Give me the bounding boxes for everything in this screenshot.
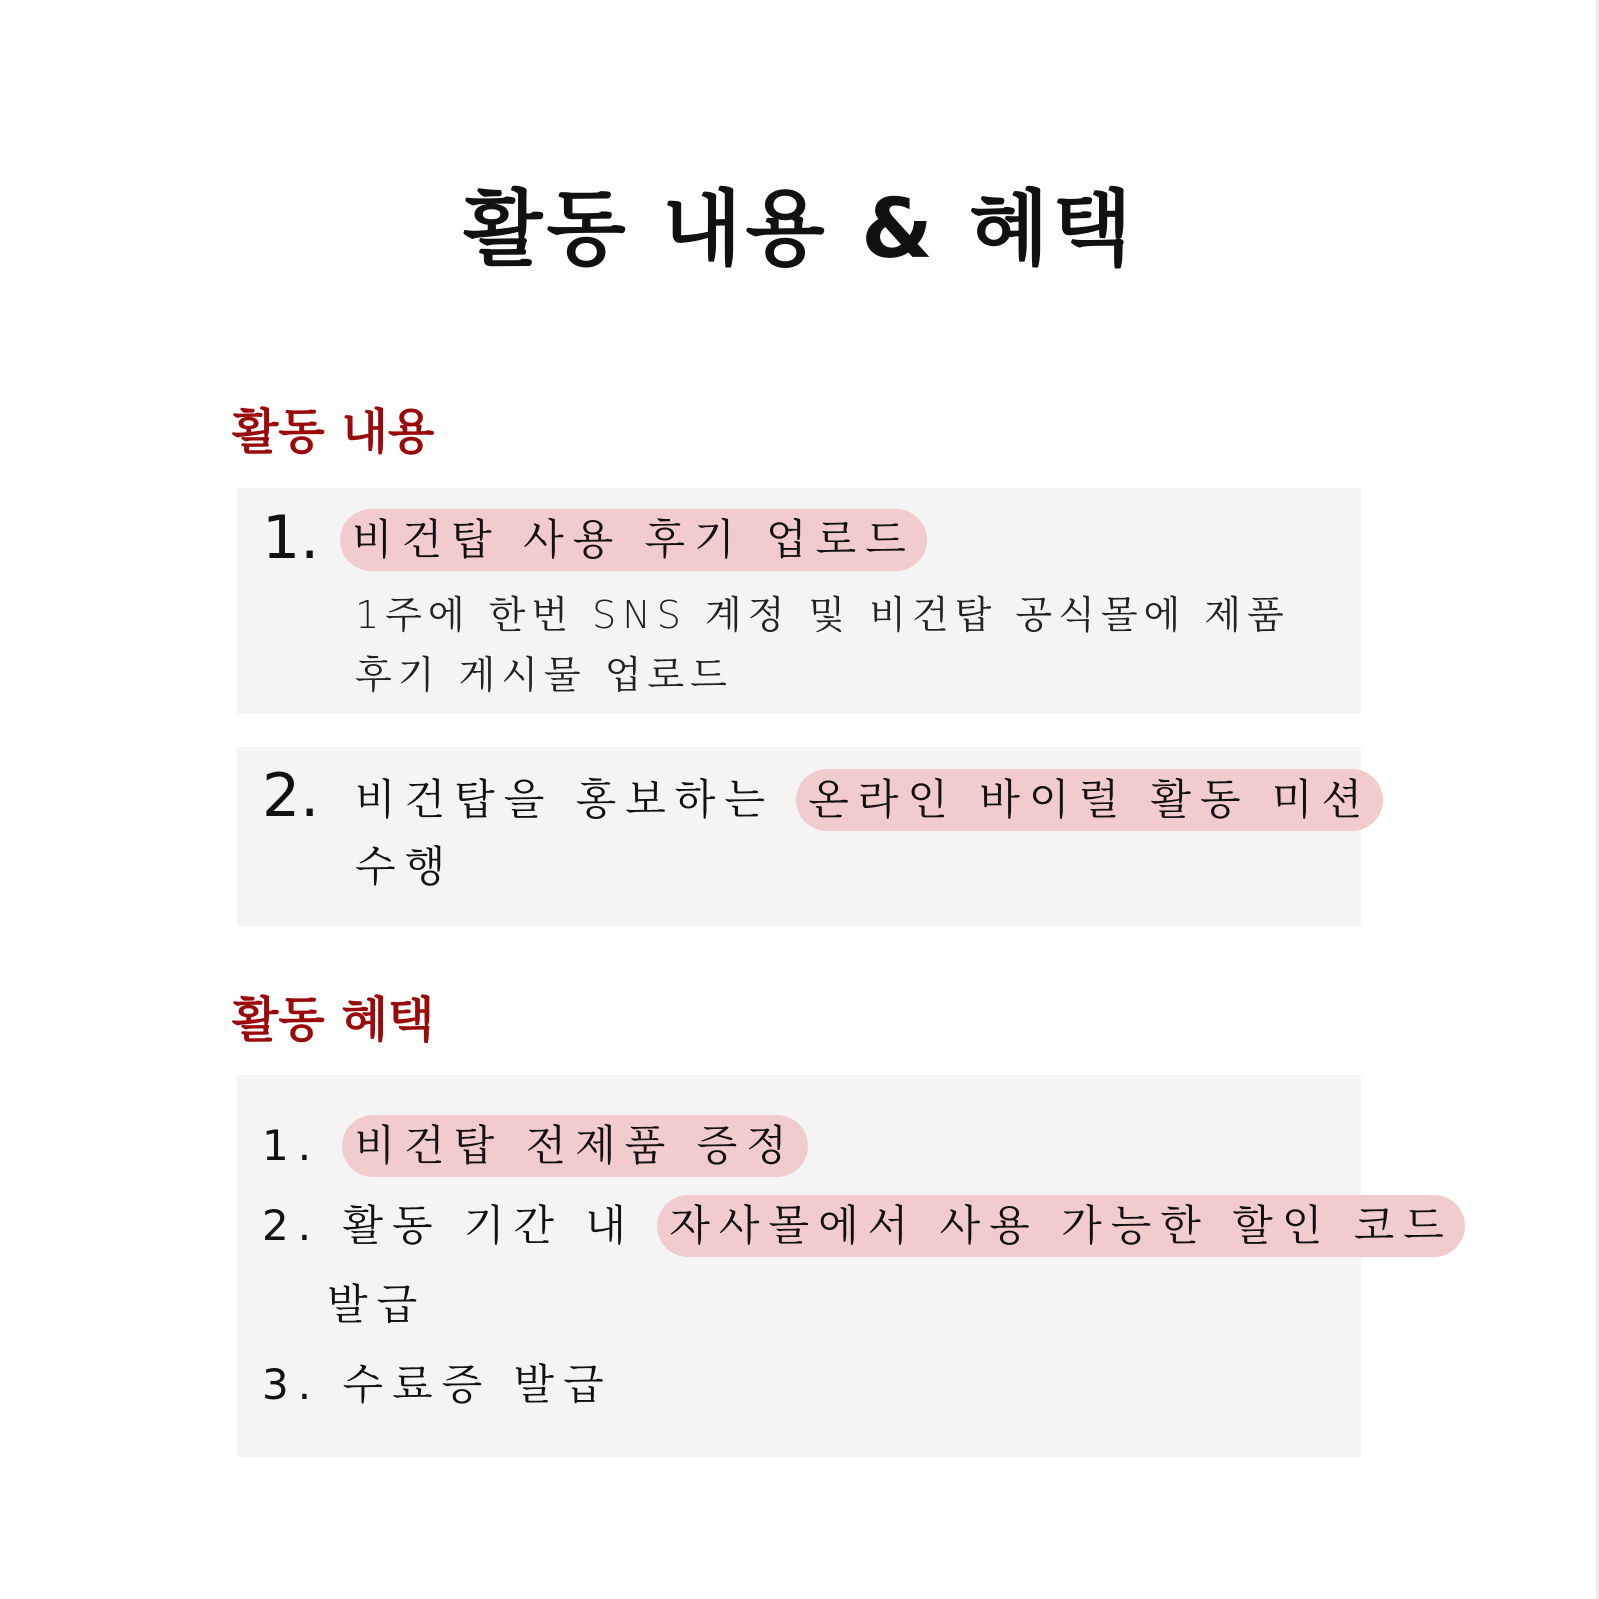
item-number: 1. (262, 503, 320, 573)
item-text: 수행 (355, 842, 455, 891)
item-number: 1. (262, 1121, 321, 1170)
item-text: 활동 기간 내 (342, 1201, 658, 1250)
benefit-item-1 (262, 1115, 808, 1177)
benefits-box (237, 1075, 1453, 1457)
activities-heading: 활동 내용 (232, 404, 435, 460)
highlight-text: 비건탑 사용 후기 업로드 (340, 509, 927, 571)
item-text: 수료증 발급 (342, 1360, 613, 1409)
page-title: 활동 내용 & 혜택 (463, 182, 1136, 277)
highlight-text: 자사몰에서 사용 가능한 할인 코드 (657, 1195, 1464, 1257)
item-number: 2. (262, 761, 320, 831)
benefit-item-2 (262, 1195, 1465, 1257)
item-description: 후기 게시물 업로드 (355, 653, 733, 697)
benefits-heading: 활동 혜택 (232, 992, 435, 1048)
item-number: 3. (262, 1360, 321, 1409)
benefit-item-3 (262, 1354, 613, 1416)
item-number: 2. (262, 1201, 321, 1250)
activity-item-1 (237, 488, 1361, 714)
highlight-text: 비건탑 전제품 증정 (342, 1115, 807, 1177)
activity-item-2 (237, 747, 1372, 926)
highlight-text: 온라인 바이럴 활동 미션 (796, 769, 1383, 831)
item-text: 비건탑을 홍보하는 (355, 775, 797, 824)
item-description: 1주에 한번 SNS 계정 및 비건탑 공식몰에 제품 (355, 593, 1290, 637)
item-text: 발급 (327, 1280, 427, 1329)
